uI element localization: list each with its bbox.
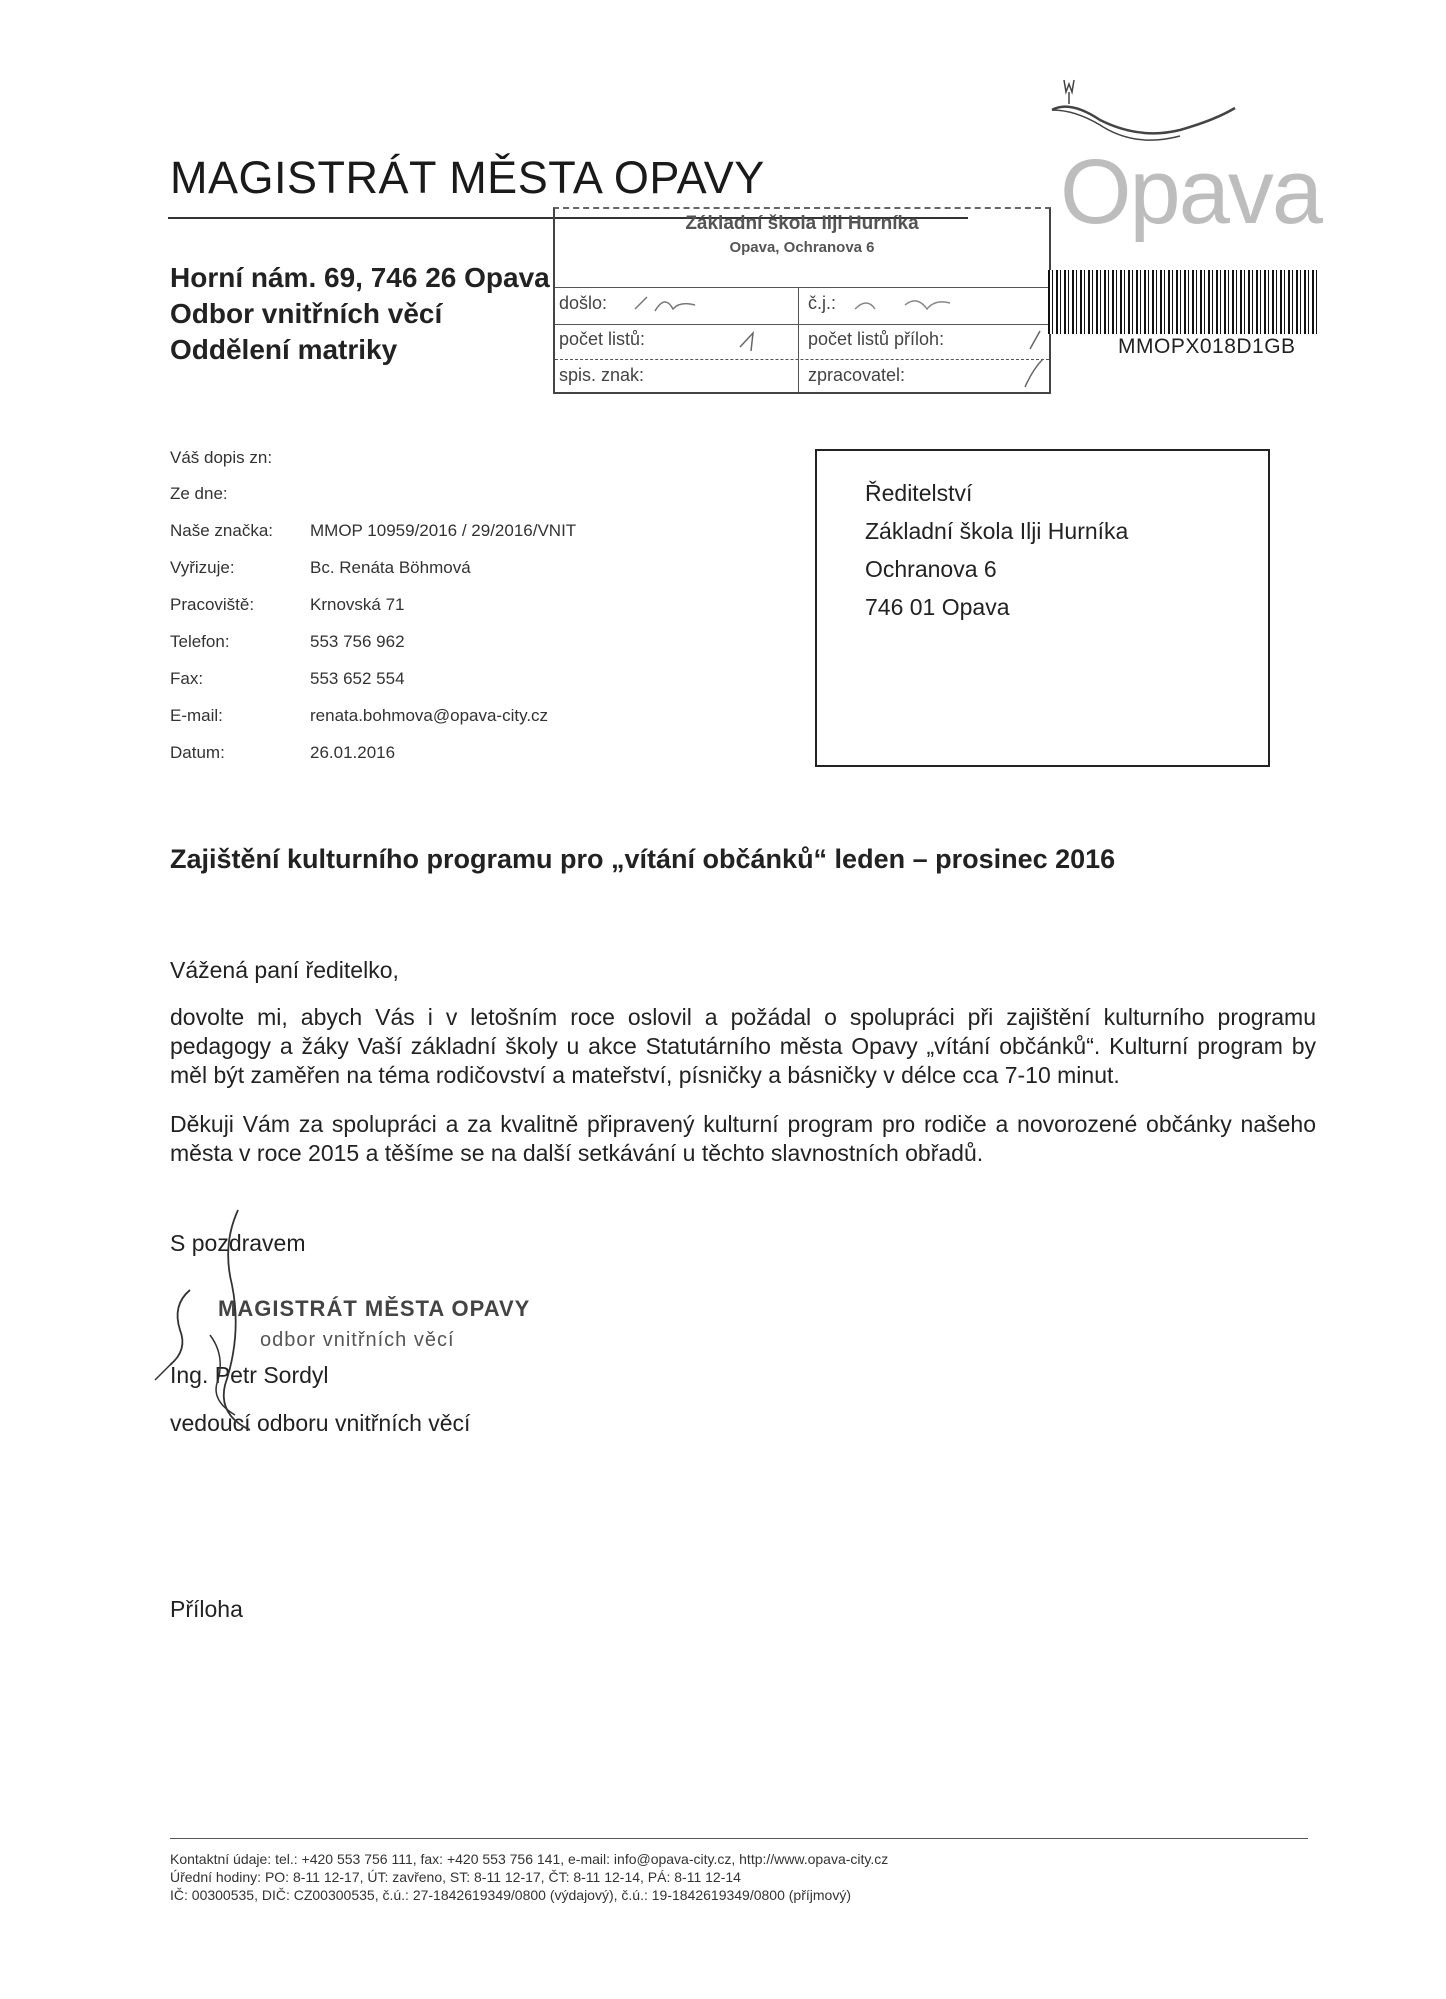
- signatory-name: Ing. Petr Sordyl: [170, 1362, 329, 1388]
- barcode-icon: [1048, 270, 1318, 334]
- meta-label-datum: Datum:: [170, 743, 225, 762]
- meta-label-pracoviste: Pracoviště:: [170, 595, 255, 614]
- letterhead-department: Odbor vnitřních věcí: [170, 298, 443, 329]
- footer-contacts: Kontaktní údaje: tel.: +420 553 756 111, fax: +420 553 756 141, e-mail: info@opava-city.cz, http://www.opava-city.cz: [170, 1851, 889, 1867]
- meta-label-ze-dne: Ze dne:: [170, 484, 228, 503]
- meta-label-fax: Fax:: [170, 669, 204, 688]
- meta-label-telefon: Telefon:: [170, 632, 230, 651]
- stamp-header-address: Opava, Ochranova 6: [729, 239, 875, 256]
- footer-divider: [170, 1838, 1308, 1839]
- stamp-cj-label: č.j.:: [808, 293, 837, 313]
- letterhead-section: Oddělení matriky: [170, 334, 398, 365]
- opava-logo-text: Opava: [1060, 141, 1322, 243]
- meta-label-email: E-mail:: [170, 706, 223, 725]
- stamp-doslo-label: došlo:: [559, 293, 608, 313]
- footer-office-hours: Úřední hodiny: PO: 8-11 12-17, ÚT: zavřeno, ST: 8-11 12-17, ČT: 8-11 12-14, PÁ: 8-11 12-14: [170, 1869, 741, 1885]
- handwritten-signature-icon: [150, 1205, 270, 1445]
- stamp-header-school: Základní škola Ilji Hurníka: [685, 213, 919, 234]
- meta-label-vyrizuje: Vyřizuje:: [170, 558, 235, 577]
- stamp-spis-znak-label: spis. znak:: [559, 365, 645, 385]
- meta-value-fax: 553 652 554: [310, 669, 405, 688]
- recipient-line-3: Ochranova 6: [865, 556, 997, 582]
- recipient-line-2: Základní škola Ilji Hurníka: [865, 518, 1129, 544]
- letter-subject: Zajištění kulturního programu pro „vítání občánků“ leden – prosinec 2016: [170, 844, 1116, 874]
- stamp-pocet-listu-label: počet listů:: [559, 329, 646, 349]
- meta-label-nase-znacka: Naše značka:: [170, 521, 273, 540]
- letterhead-title: MAGISTRÁT MĚSTA OPAVY: [170, 152, 765, 203]
- paragraph-1: dovolte mi, abych Vás i v letošním roce oslovil a požádal o spolupráci při zajištění kulturního programu pedagogy a žáky Vaší základní školy u akce Statutárního města Opavy „vítání občánků“. Kulturní program by měl být zaměřen na téma rodičovství a mateřství, písničky a básničky v délce cca 7-10 minut.: [170, 1004, 1316, 1088]
- meta-value-pracoviste: Krnovská 71: [310, 595, 405, 614]
- meta-value-nase-znacka: MMOP 10959/2016 / 29/2016/VNIT: [310, 521, 577, 540]
- salutation: Vážená paní ředitelko,: [170, 957, 399, 983]
- meta-value-datum: 26.01.2016: [310, 743, 396, 762]
- closing: S pozdravem: [170, 1230, 306, 1256]
- attachment-label: Příloha: [170, 1596, 243, 1622]
- stamp-pocet-priloh-label: počet listů příloh:: [808, 329, 945, 349]
- receipt-stamp: [553, 207, 1051, 394]
- footer-bank-details: IČ: 00300535, DIČ: CZ00300535, č.ú.: 27-1842619349/0800 (výdajový), č.ú.: 19-1842619349/0800 (příjmový): [170, 1887, 851, 1903]
- meta-value-telefon: 553 756 962: [310, 632, 405, 651]
- meta-value-email: renata.bohmova@opava-city.cz: [310, 706, 549, 725]
- meta-label-vas-dopis: Váš dopis zn:: [170, 448, 273, 467]
- signatory-role: vedoucí odboru vnitřních věcí: [170, 1410, 471, 1436]
- letterhead-address: Horní nám. 69, 746 26 Opava: [170, 262, 550, 293]
- paragraph-2: Děkuji Vám za spolupráci a za kvalitně připravený kulturní program pro rodiče a novorozené občánky našeho města v roce 2015 a těšíme se na další setkávání u těchto slavnostních obřadů.: [170, 1111, 1316, 1166]
- barcode-code: MMOPX018D1GB: [1118, 335, 1296, 358]
- meta-value-vyrizuje: Bc. Renáta Böhmová: [310, 558, 471, 577]
- signature-stamp-line-2: odbor vnitřních věcí: [260, 1329, 455, 1351]
- stamp-handwriting-icon: [555, 209, 1053, 396]
- recipient-line-4: 746 01 Opava: [865, 594, 1010, 620]
- recipient-line-1: Ředitelství: [865, 480, 973, 506]
- signature-stamp-line-1: MAGISTRÁT MĚSTA OPAVY: [218, 1296, 531, 1321]
- stamp-zpracovatel-label: zpracovatel:: [808, 365, 906, 385]
